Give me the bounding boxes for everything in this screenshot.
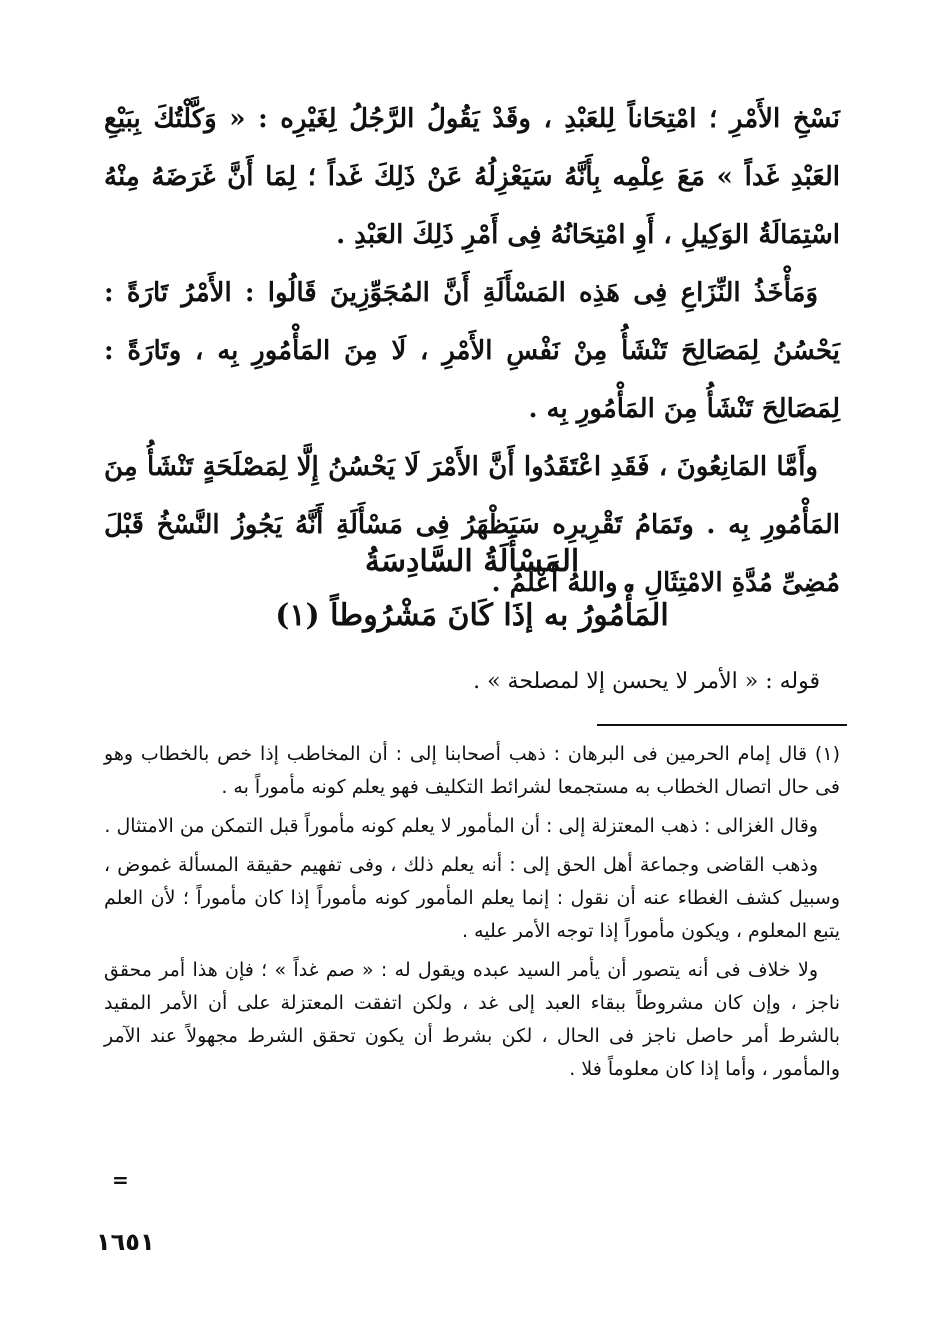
page-number: ١٦٥١ <box>96 1228 155 1256</box>
footnote-separator <box>597 724 847 726</box>
footnote-paragraph: وقال الغزالى : ذهب المعتزلة إلى : أن المأمور لا يعلم كونه مأموراً قبل التمكن من الامتثال . <box>104 815 818 837</box>
body-paragraph: وأَمَّا المَانِعُونَ ، فَقَدِ اعْتَقَدُوا أَنَّ الأَمْرَ لَا يَحْسُنُ إِلَّا لِمَصْلَحَةٍ تَنْشَأُ مِنَ المَأْمُورِ بِه . وتَمَامُ تَقْرِيرِه سَيَظْهَرُ فِى مَسْأَلَةِ أَنَّهُ يَجُوزُ النَّسْخُ قَبْلَ مُضِىِّ مُدَّةِ الامْتِثَالِ ، واللهُ أَعْلَمُ . <box>104 452 840 598</box>
section-subtitle: المَأْمُورُ به إذَا كَانَ مَشْرُوطاً (١) <box>275 598 669 633</box>
section-title: المَسْأَلَةُ السَّادِسَةُ <box>364 544 580 579</box>
main-body-text <box>104 90 840 612</box>
continuation-mark: = <box>112 1168 129 1192</box>
footnotes-block <box>104 738 840 1092</box>
footnote-paragraph: وذهب القاضى وجماعة أهل الحق إلى : أنه يعلم ذلك ، وفى تفهيم حقيقة المسألة غموض ، وسبيل كشف الغطاء عنه أن نقول : إنما يعلم المأمور كونه مأموراً إذا كان مأموراً ؛ لأن العلم يتبع المعلوم ، ويكون مأموراً إذا توجه الأمر عليه . <box>104 854 840 942</box>
body-paragraph: وَمَأْخَذُ النِّزَاعِ فِى هَذِه المَسْأَلَةِ أَنَّ المُجَوِّزِينَ قَالُوا : الأَمْرُ تَارَةً : يَحْسُنُ لِمَصَالِحَ تَنْشَأُ مِنْ نَفْسِ الأَمْرِ ، لَا مِنَ المَأْمُورِ بِه ، وتَارَةً : لِمَصَالِحَ تَنْشَأُ مِنَ المَأْمُورِ بِه . <box>104 278 840 424</box>
footnote-paragraph: ولا خلاف فى أنه يتصور أن يأمر السيد عبده ويقول له : « صم غداً » ؛ فإن هذا أمر محقق ناجز ، وإن كان مشروطاً ببقاء العبد إلى غد ، ولكن اتفقت المعتزلة على أن الأمر المقيد بالشرط أمر حاصل ناجز فى الحال ، لكن بشرط أن يكون تحقق الشرط مجهولاً عند الآمر والمأمور ، وأما إذا كان معلوماً فلا . <box>104 959 840 1080</box>
body-paragraph: نَسْخِ الأَمْرِ ؛ امْتِحَاناً لِلعَبْدِ ، وقَدْ يَقُولُ الرَّجُلُ لِغَيْرِه : « وَكَّلْتُكَ بِبَيْعِ العَبْدِ غَداً » مَعَ عِلْمِه بِأَنَّهُ سَيَعْزِلُهُ عَنْ ذَلِكَ غَداً ؛ لِمَا أَنَّ غَرَضَهُ مِنْهُ اسْتِمَالَةُ الوَكِيلِ ، أَوِ امْتِحَانُهُ فِى أَمْرِ ذَلِكَ العَبْدِ . <box>104 104 840 250</box>
footnote-paragraph: (١) قال إمام الحرمين فى البرهان : ذهب أصحابنا إلى : أن المخاطب إذا خص بالخطاب وهو فى حال اتصال الخطاب به مستجمعا لشرائط التكليف فهو يعلم كونه مأموراً به . <box>104 743 840 798</box>
commentary-quote: قوله : « الأمر لا يحسن إلا لمصلحة » . <box>473 669 820 694</box>
